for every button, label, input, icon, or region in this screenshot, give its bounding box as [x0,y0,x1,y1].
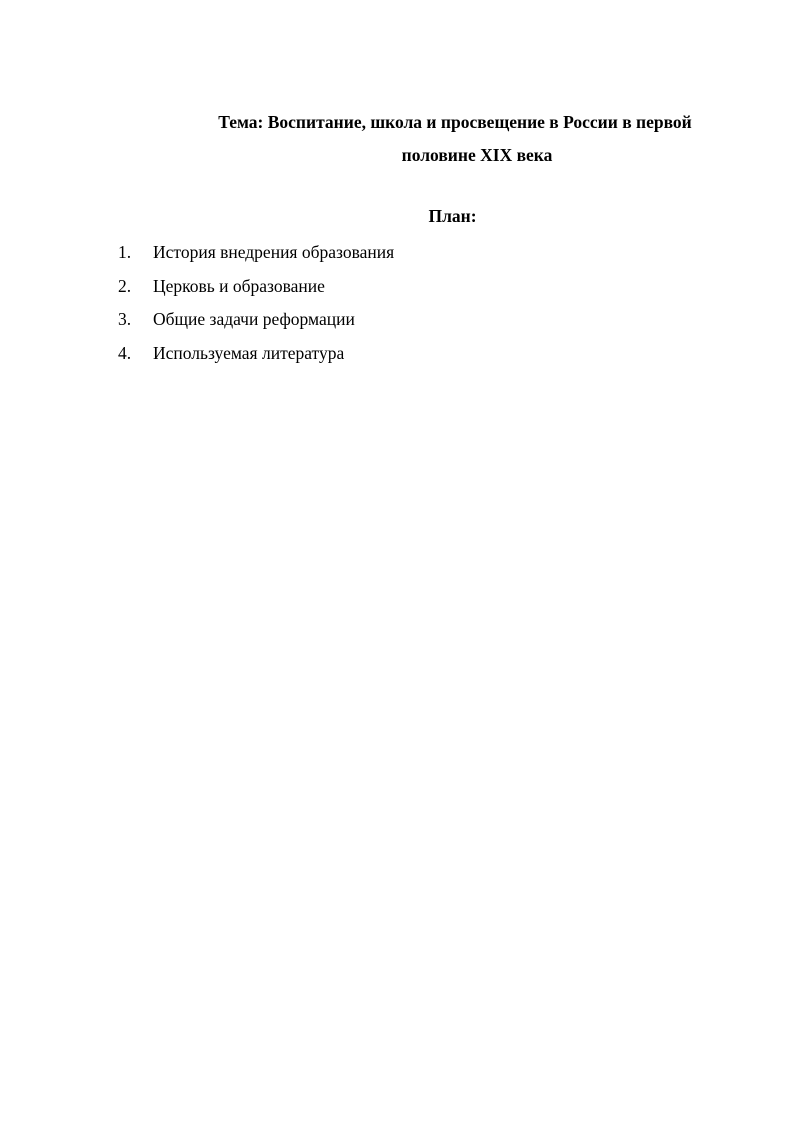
plan-item-number: 3. [118,309,132,329]
plan-heading: План: [428,206,477,226]
plan-item [118,303,394,337]
plan-list [118,236,394,370]
plan-item-number: 4. [118,342,132,363]
plan-item-number: 1. [118,242,132,262]
plan-item [118,236,394,270]
plan-item-text: История внедрения образования [153,242,395,262]
plan-item [118,270,394,304]
title-line-2: половине XIX века [401,145,553,165]
plan-item-text: Используемая литература [153,342,345,363]
plan-item-text: Церковь и образование [153,275,325,296]
title-line-1: Тема: Воспитание, школа и просвещение в России в первой [218,112,692,132]
plan-item-text: Общие задачи реформации [153,309,355,329]
document-title [190,106,720,172]
plan-item [118,337,394,371]
plan-item-number: 2. [118,275,132,296]
